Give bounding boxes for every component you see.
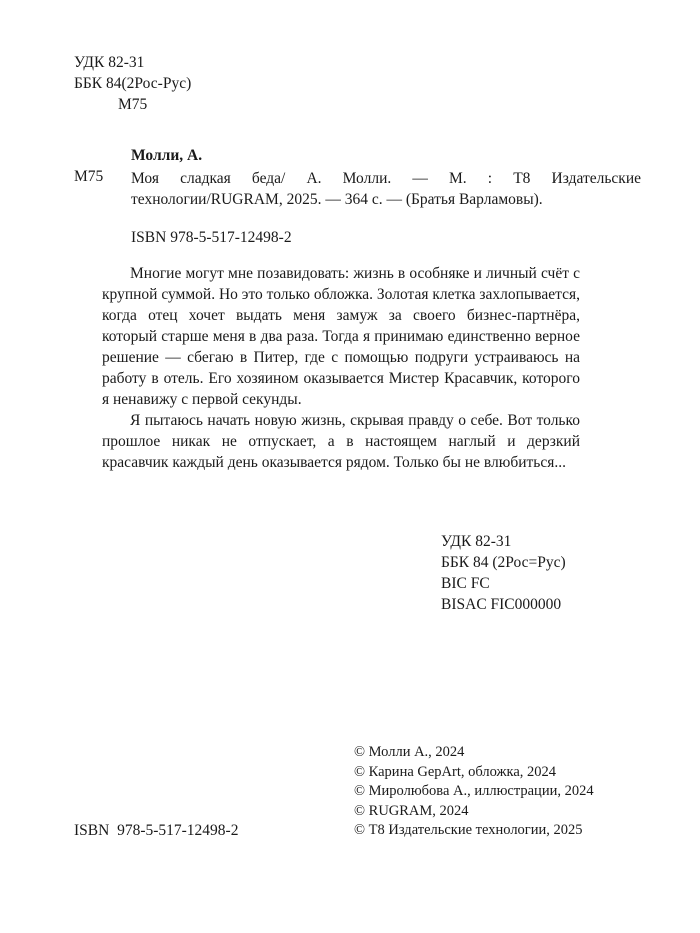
annotation xyxy=(102,263,580,473)
udk-code-right: УДК 82-31 xyxy=(441,533,512,550)
bbk-code: ББК 84(2Рос-Рус) xyxy=(74,75,192,92)
entry-mark: М75 xyxy=(74,168,104,185)
copyright-line: © Карина GepArt, обложка, 2024 xyxy=(354,763,557,780)
isbn-top: ISBN 978-5-517-12498-2 xyxy=(131,229,292,246)
copyright-notices xyxy=(354,743,594,841)
copyright-line: © Миролюбова А., иллюстрации, 2024 xyxy=(354,783,594,799)
classification-codes-right xyxy=(441,531,566,615)
classification-codes-top xyxy=(74,52,191,115)
bisac-code: BISAC FIC000000 xyxy=(441,596,562,613)
isbn-bottom: ISBN 978-5-517-12498-2 xyxy=(74,822,239,839)
annotation-paragraph-1: Многие могут мне позавидовать: жизнь в особняке и личный счёт с крупной суммой. Но это только обложка. Золотая клетка захлопывается, когда отец хочет выдать меня замуж за своего бизнес-партнёра, который старше меня в два раза. Тогда я принимаю единственно верное решение — сбегаю в Питер, где с помощью подруги устраиваюсь на работу в отель. Его хозяином оказывается Мистер Красавчик, которого я ненавижу с первой секунды. xyxy=(102,265,580,408)
bic-code: BIC FC xyxy=(441,575,490,592)
bbk-code-right: ББК 84 (2Рос=Рус) xyxy=(441,554,566,571)
entry-bibliography: Моя сладкая беда/ А. Молли. — М. : Т8 Издательские технологии/RUGRAM, 2025. — 364 с. — (Братья Варламовы). xyxy=(131,170,641,208)
author-mark: М75 xyxy=(118,96,148,113)
udk-code: УДК 82-31 xyxy=(74,54,145,71)
copyright-line: © Молли А., 2024 xyxy=(354,744,465,760)
copyright-line: © RUGRAM, 2024 xyxy=(354,802,469,819)
annotation-paragraph-2: Я пытаюсь начать новую жизнь, скрывая правду о себе. Вот только прошлое никак не отпускает, а в настоящем наглый и дерзкий красавчик каждый день оказывается рядом. Только бы не влюбиться... xyxy=(102,412,580,471)
copyright-line: © Т8 Издательские технологии, 2025 xyxy=(354,822,583,838)
entry-author: Молли, А. xyxy=(131,147,203,164)
